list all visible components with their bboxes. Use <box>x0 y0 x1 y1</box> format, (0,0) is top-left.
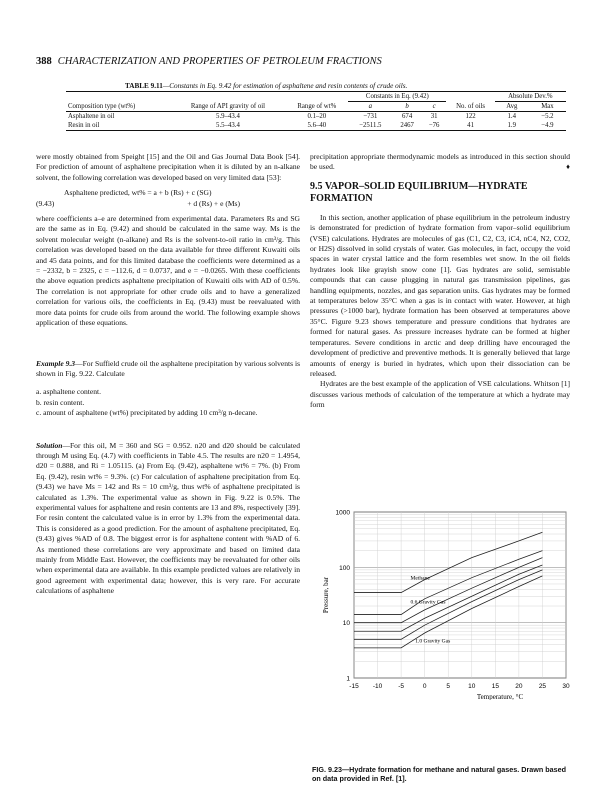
table-row <box>66 112 566 122</box>
list-item: a. asphaltene content. <box>36 387 101 397</box>
solution-paragraph <box>36 441 300 597</box>
table-header-row <box>66 102 566 112</box>
col-header: Range of wt% <box>285 102 348 112</box>
x-tick-label: 30 <box>562 683 570 690</box>
col-header: Max <box>529 102 566 112</box>
y-axis-label: Pressure, bar <box>322 576 330 614</box>
paragraph: Hydrates are the best example of the application of VSE calculations. Whitson [1] discusses various methods of calculation of the temperature at which a hydrate may form <box>310 379 570 410</box>
table-cell: 674 <box>402 113 413 120</box>
x-tick-label: 5 <box>446 683 451 690</box>
table-cell: 5.6–40 <box>285 121 348 131</box>
table-caption <box>125 82 407 90</box>
group-header-constants: Constants in Eq. (9.42) <box>348 92 446 102</box>
hydrate-chart-svg <box>316 500 578 700</box>
table-cell: −731 <box>363 113 378 120</box>
group-header-absdev: Absolute Dev.% <box>495 92 566 102</box>
col-header: c <box>422 102 447 112</box>
table-cell: 122 <box>465 113 476 120</box>
table-cell: −5.2 <box>541 113 554 120</box>
equation-line: + d (Rs) + e (Ms) <box>187 198 240 208</box>
x-tick-label: -10 <box>372 683 383 690</box>
example-paragraph <box>36 359 300 380</box>
table-cell: 5.5–43.4 <box>171 121 286 131</box>
list-item: c. amount of asphaltene (wt%) precipitated by adding 10 cm³/g n-decane. <box>36 408 258 418</box>
col-header: Range of API gravity of oil <box>171 102 286 112</box>
table-label: TABLE 9.11 <box>125 82 163 90</box>
table-cell: −4.9 <box>529 121 566 131</box>
example-text: —For Suffield crude oil the asphaltene precipitation by various solvents is shown in Fig. 9.22. Calculate <box>36 358 301 378</box>
hydrate-chart <box>316 500 578 785</box>
x-tick-label: 25 <box>538 683 547 690</box>
section-title: 9.5 VAPOR–SOLID EQUILIBRIUM—HYDRATE FORMATION <box>310 180 528 204</box>
table-cell: −2511.5 <box>348 121 392 131</box>
solution-label: Solution <box>36 440 63 450</box>
equation-number: (9.43) <box>36 198 55 208</box>
running-header <box>36 56 382 67</box>
table-cell: 1.9 <box>495 121 529 131</box>
x-tick-label: 10 <box>468 683 476 690</box>
equation-line: Asphaltene predicted, wt% = a + b (Rs) + c (SG) <box>64 188 212 198</box>
table-cell: 2467 <box>392 121 421 131</box>
table-cell: 5.9–43.4 <box>216 113 240 120</box>
table-cell: −76 <box>422 121 447 131</box>
paragraph-text: precipitation appropriate thermodynamic models as introduced in this section should be used. <box>310 152 570 172</box>
x-tick-label: -5 <box>398 683 405 690</box>
table-cell: 1.4 <box>507 113 517 120</box>
paragraph: where coefficients a–e are determined from experimental data. Parameters Rs and SG are the same as in Eq. (9.42) and should be calculated in the same way. Ms is the solvent molecular weight (n-alkane) and Rs is the solvent-to-oil ratio in cm³/g. This correlation was developed based on the data available for three different Kuwaiti oils and 45 data points, and for this limited database the coefficients were determined as a = −2332, b = 2325, c = −112.6, d = 0.0737, and e = −0.0265. With these coefficients the above equation predicts asphaltene precipitation of Kuwaiti oils with AD of 0.5%. The correlation is not appropriate for other crude oils and to have a generalized correlation for various oils, the coefficients in Eq. (9.43) must be reevaluated with more data points for crude oils from around the world. The following example shows application of these equations. <box>36 214 300 328</box>
x-tick-label: 15 <box>491 683 499 690</box>
paragraph: were mostly obtained from Speight [15] and the Oil and Gas Journal Data Book [54]. For prediction of amount of asphaltene precipitation when it is diluted by an n-alkane solvent, the following correlation was developed based on very limited data [53]: <box>36 152 300 182</box>
col-header: Avg <box>495 102 529 112</box>
table-cell: Asphaltene in oil <box>68 113 115 120</box>
end-of-example-mark: ♦ <box>566 162 570 172</box>
constants-table <box>66 91 566 131</box>
table-cell: Resin in oil <box>66 121 171 131</box>
figure-caption: FIG. 9.23—Hydrate formation for methane and natural gases. Drawn based on data provided in Ref. [1]. <box>312 765 567 783</box>
table-cell: 31 <box>430 113 438 120</box>
right-column <box>310 152 570 411</box>
left-column <box>36 152 300 597</box>
example-label: Example 9.3 <box>36 358 76 368</box>
plot-frame <box>354 512 566 678</box>
y-tick-label: 10 <box>342 620 350 628</box>
y-tick-label: 100 <box>339 564 350 572</box>
x-tick-label: 20 <box>515 683 523 690</box>
table-cell: 0.1–20 <box>307 113 327 120</box>
table-row <box>66 121 566 131</box>
x-axis-label: Temperature, °C <box>476 693 524 700</box>
y-tick-label: 1000 <box>335 509 350 517</box>
solution-text: —For this oil, M = 360 and SG = 0.952. n20 and d20 should be calculated through M using Eq. (4.7) with coefficients in Table 4.5. The results are n20 = 1.4954, d20 = 0.888, and Ri = 1.05115. (a) From Eq. (9.42), asphaltene wt% = 7%. (b) From Eq. (9.42), resin wt% = 9.3%. (c) For calculation of asphaltene precipitation from Eq. (9.43) we have Ms = 142 and Rs = 10 cm³/g, thus wt% of asphaltene precipitated is calculated as 1.3%. The experimental value as shown in Fig. 9.22 is 0.5%. The experimental values for asphaltene and resin contents are 13 and 8%, respectively [39]. For resin content the calculated value is in error by 1.3% from the experimental data. This is considered as a good prediction. For the amount of asphaltene precipitated, Eq. (9.43) gives %AD of 0.8. The biggest error is for asphaltene content with %AD of 6. As mentioned these correlations are very approximate and based on limited data mainly from Middle East. However, the coefficients may be reevaluated for other oils when experimental data are available. In this example predicted values are relatively in good agreement with experimental data; however, this is very rare. For accurate calculations of asphaltene <box>36 440 300 596</box>
chart-annotation: 0.6 Gravity Gas <box>410 599 446 606</box>
list-item: b. resin content. <box>36 397 85 407</box>
example-list <box>36 387 300 418</box>
x-tick-label: 0 <box>422 683 427 690</box>
col-header: Composition type (wt%) <box>66 102 171 112</box>
table-group-row <box>66 92 566 102</box>
table-cell: 41 <box>446 121 494 131</box>
table-caption-text: —Constants in Eq. 9.42 for estimation of asphaltene and resin contents of crude oils. <box>162 82 408 90</box>
chart-annotation: 1.0 Gravity Gas <box>415 638 451 645</box>
x-tick-label: -15 <box>349 683 359 690</box>
page-number: 388 <box>36 56 52 67</box>
col-header: b <box>392 102 421 112</box>
running-title: CHARACTERIZATION AND PROPERTIES OF PETROLEUM FRACTIONS <box>57 56 382 67</box>
equation-9-43 <box>36 199 300 209</box>
y-tick-label: 1 <box>346 675 350 683</box>
paragraph <box>310 152 570 173</box>
paragraph: In this section, another application of phase equilibrium in the petroleum industry is demonstrated for prediction of hydrate formation from vapor–solid equilibrium (VSE) calculations. Hydrates are molecules of gas (C1, C2, C3, iC4, nC4, N2, CO2, or H2S) dissolved in solid crystals of water. Gas molecules, in fact, occupy the void spaces in water crystal lattice and the form resembles wet snow. In the oil fields hydrates look like grayish snow cone [1]. Gas hydrates are solid, semistable compounds that can cause plugging in natural gas transmission pipelines, gas handling equipments, nozzles, and gas separation units. Gas hydrates may be formed at temperatures below 35°C when a gas is in contact with water. However, at high pressures (>1000 bar), hydrate formation has been observed at temperatures above 35°C. Figure 9.23 shows temperature and pressure conditions that hydrates are formed for natural gases. As pressure increases hydrate can be formed at higher temperatures. Severe conditions in arctic and deep drilling have encouraged the development of predictive and preventive methods. It is generally believed that large amounts of energy is buried in hydrates, which upon their dissociation can be released. <box>310 212 570 378</box>
col-header: No. of oils <box>446 102 494 112</box>
col-header: a <box>348 102 392 112</box>
chart-annotation: Methane <box>410 575 430 582</box>
